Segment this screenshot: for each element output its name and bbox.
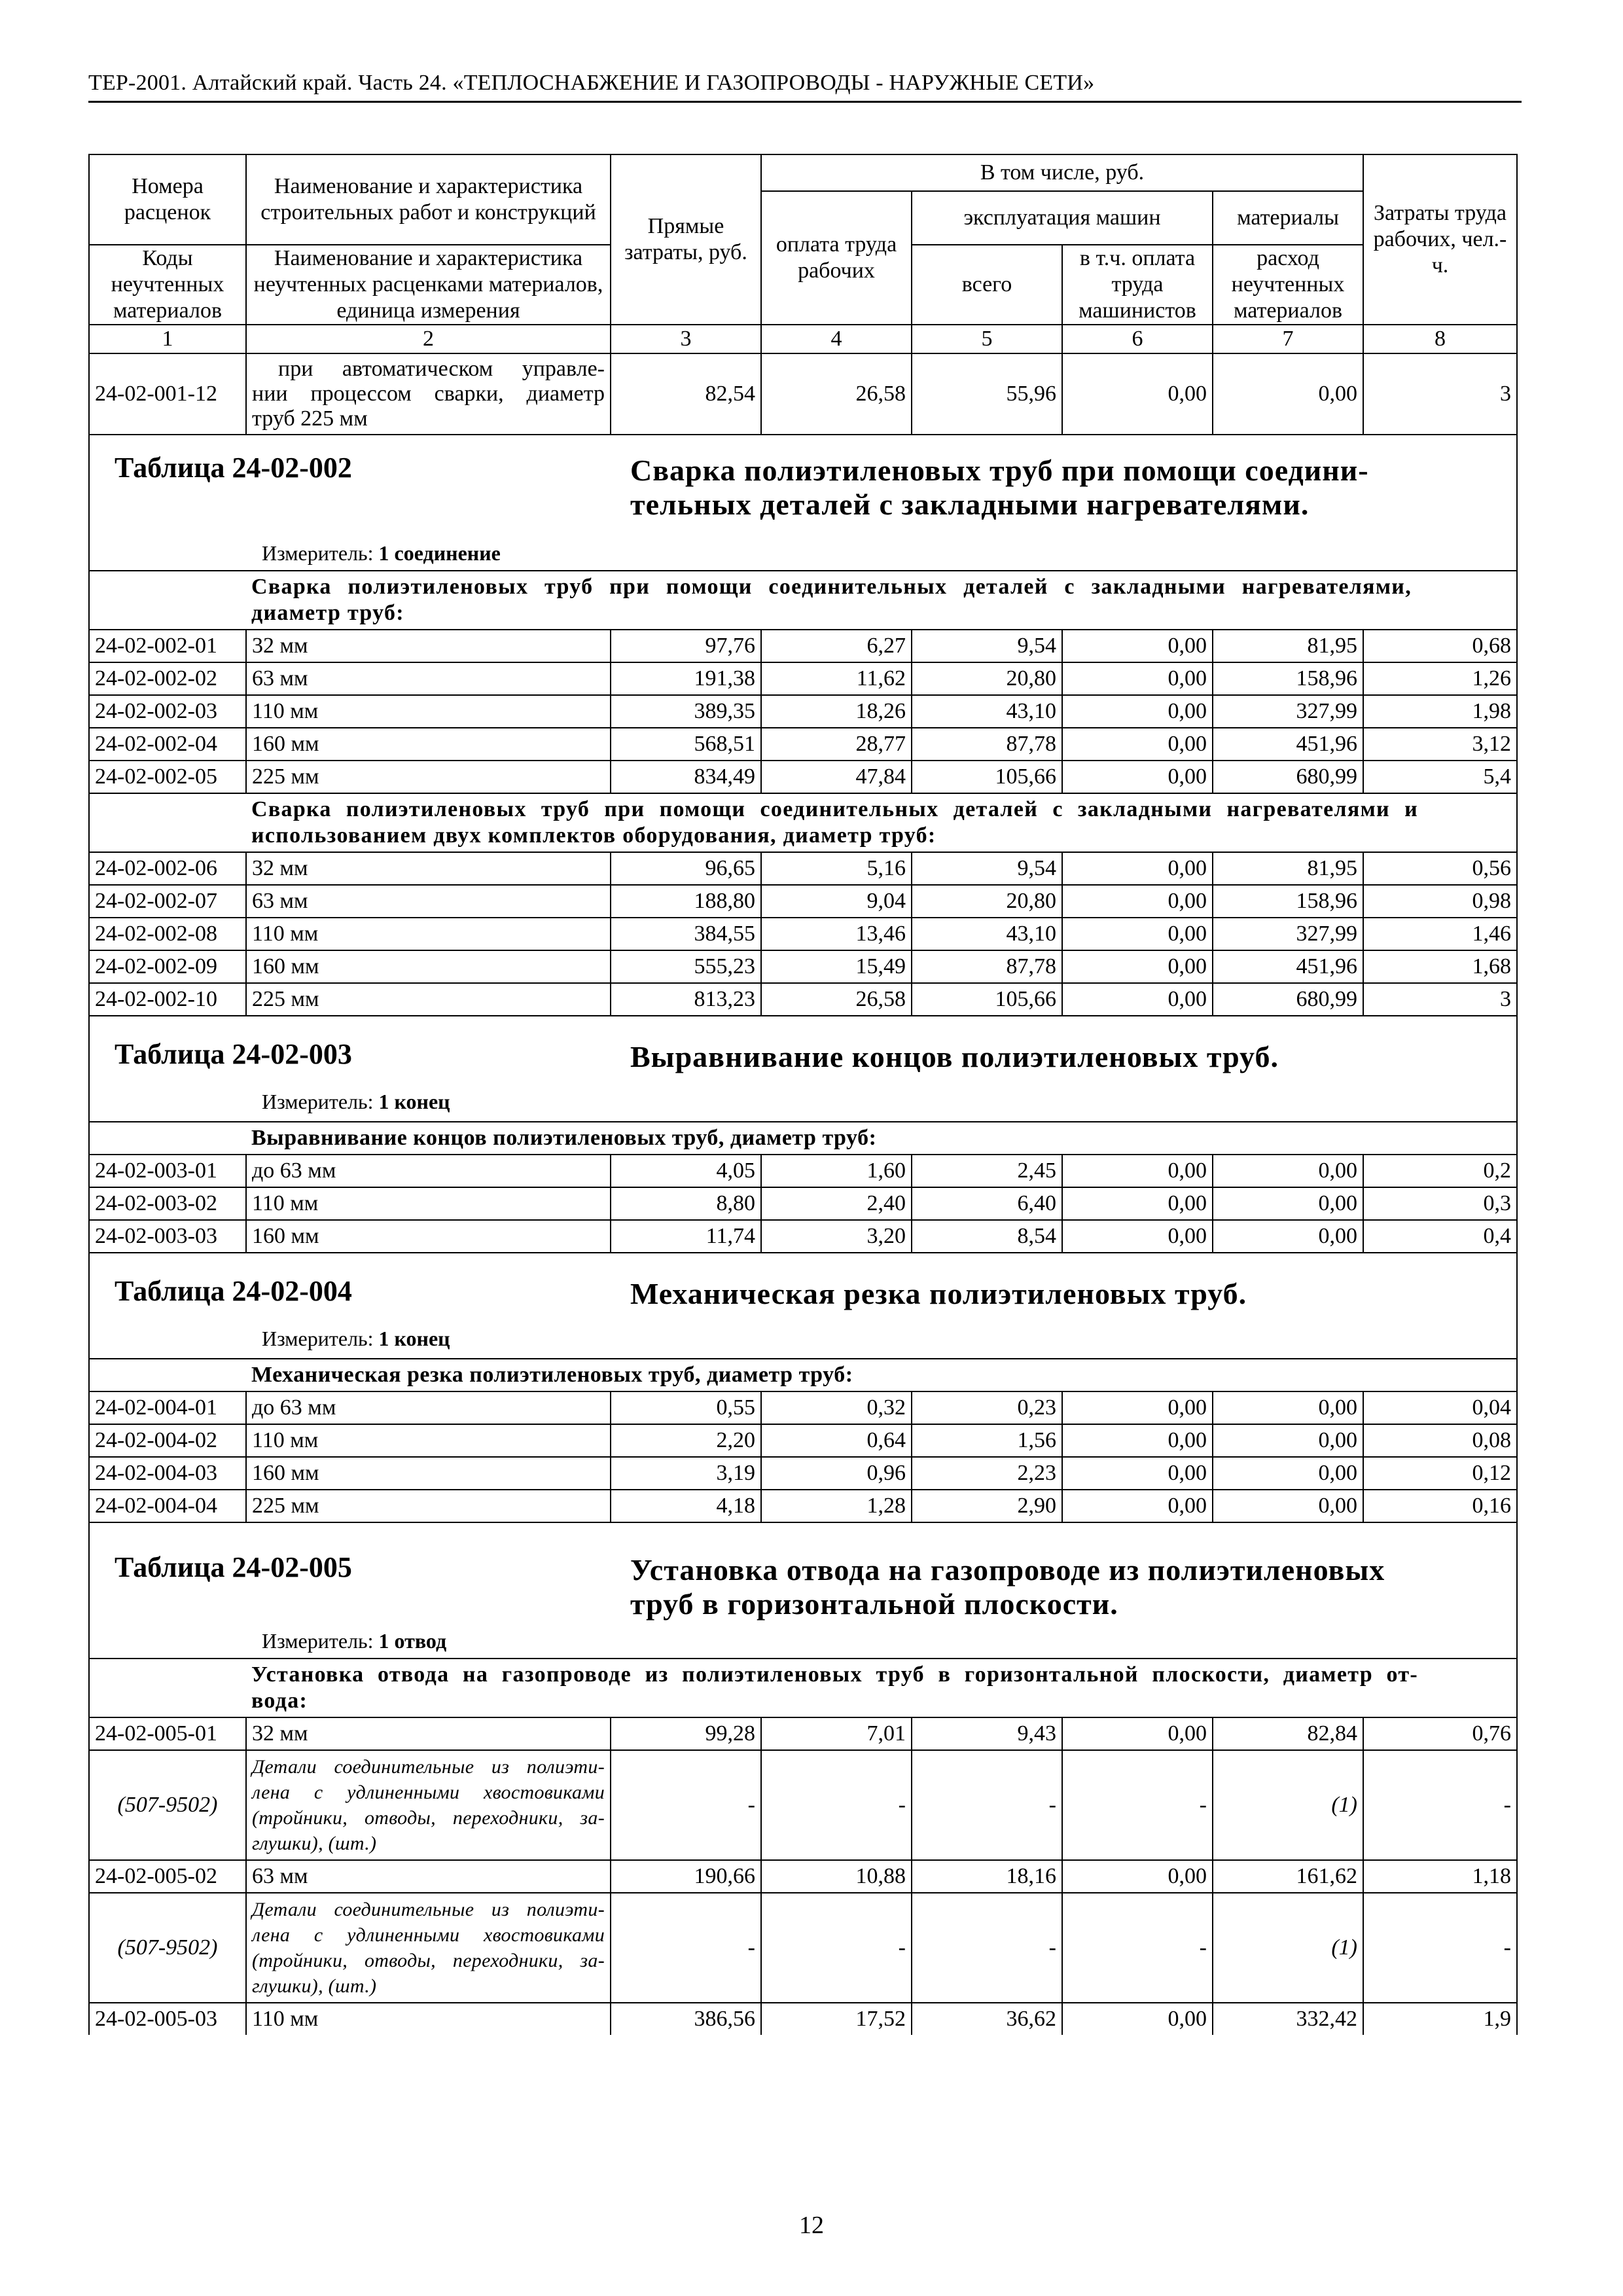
measure-value: 1 соединение (378, 541, 501, 565)
machines-total: 0,23 (912, 1391, 1062, 1424)
col-num: 2 (246, 325, 611, 353)
materials: 82,84 (1213, 1717, 1363, 1750)
group-heading: Сварка полиэтиленовых труб при помощи соединительных деталей с закладными нагревателями, диаметр труб: (246, 571, 1517, 630)
rate-name: до 63 мм (246, 1155, 611, 1187)
material-name-line: глушки), (шт.) (252, 1833, 377, 1854)
table-title: Механическая резка полиэтиленовых труб. (630, 1277, 1247, 1310)
labor-cost: 1,98 (1363, 695, 1517, 728)
materials: 0,00 (1213, 1220, 1363, 1253)
wages: 0,32 (761, 1391, 912, 1424)
materials: 0,00 (1213, 353, 1363, 435)
materials: (1) (1213, 1893, 1363, 2003)
rate-code: 24-02-003-03 (89, 1220, 246, 1253)
col-header-works: Наименование и характеристика строительных работ и конструкций (246, 154, 611, 245)
labor-cost: 0,2 (1363, 1155, 1517, 1187)
direct-cost: 191,38 (611, 662, 761, 695)
table-row (89, 918, 1517, 950)
labor-cost: 3 (1363, 353, 1517, 435)
rate-code: 24-02-004-03 (89, 1457, 246, 1490)
machines-total: 9,54 (912, 852, 1062, 885)
machines-total: 2,45 (912, 1155, 1062, 1187)
col-header-material-usage: расход неучтенных материалов (1213, 245, 1363, 325)
operator-wages: 0,00 (1062, 662, 1213, 695)
direct-cost: 834,49 (611, 761, 761, 793)
col-num: 6 (1062, 325, 1213, 353)
table-row (89, 1220, 1517, 1253)
table-row (89, 885, 1517, 918)
rate-name: 63 мм (246, 1860, 611, 1893)
rate-name: до 63 мм (246, 1391, 611, 1424)
materials: 327,99 (1213, 695, 1363, 728)
table-row (89, 695, 1517, 728)
direct-cost: 82,54 (611, 353, 761, 435)
wages: 18,26 (761, 695, 912, 728)
measure-value: 1 конец (378, 1327, 450, 1350)
rate-code: 24-02-002-04 (89, 728, 246, 761)
table-title: Выравнивание концов полиэтиленовых труб. (630, 1040, 1279, 1073)
table-row (89, 1457, 1517, 1490)
labor-cost: 3,12 (1363, 728, 1517, 761)
material-name-line: лена с удлиненными хвостовиками (252, 1924, 605, 1946)
table-row (89, 1490, 1517, 1522)
rate-name: 160 мм (246, 1220, 611, 1253)
col-header-wages: оплата труда рабочих (761, 191, 912, 325)
wages: 1,28 (761, 1490, 912, 1522)
rate-code: 24-02-002-08 (89, 918, 246, 950)
labor-cost: 0,4 (1363, 1220, 1517, 1253)
col-header-labor-cost: Затраты труда рабочих, чел.-ч. (1363, 154, 1517, 325)
rate-code: 24-02-002-01 (89, 630, 246, 662)
rate-name (246, 353, 611, 435)
material-name-line: Детали соединительные из полиэти- (252, 1899, 605, 1920)
materials: 0,00 (1213, 1155, 1363, 1187)
table-title-line: Сварка полиэтиленовых труб при помощи соедини- (630, 454, 1369, 487)
group-heading: Сварка полиэтиленовых труб при помощи соединительных деталей с закладными нагревателями и использованием двух комплектов оборудования, диаметр труб: (246, 793, 1517, 852)
labor-cost: 0,98 (1363, 885, 1517, 918)
rate-code: 24-02-005-03 (89, 2003, 246, 2035)
operator-wages: 0,00 (1062, 918, 1213, 950)
direct-cost: 0,55 (611, 1391, 761, 1424)
materials: 81,95 (1213, 630, 1363, 662)
rate-code: 24-02-004-02 (89, 1424, 246, 1457)
measure-label: Измеритель: (262, 541, 374, 565)
col-num: 3 (611, 325, 761, 353)
wages: 7,01 (761, 1717, 912, 1750)
machines-total: 2,90 (912, 1490, 1062, 1522)
direct-cost: 2,20 (611, 1424, 761, 1457)
group-heading (246, 1659, 1517, 1717)
direct-cost: 3,19 (611, 1457, 761, 1490)
rate-name: 110 мм (246, 2003, 611, 2035)
measure-label: Измеритель: (262, 1090, 374, 1113)
material-name-line: (тройники, отводы, переходники, за- (252, 1950, 605, 1971)
col-header-materials-name: Наименование и характеристика неучтенных расценками материалов, единица измерения (246, 245, 611, 325)
table-row (89, 1391, 1517, 1424)
materials: 158,96 (1213, 885, 1363, 918)
direct-cost: 555,23 (611, 950, 761, 983)
rate-name-line: нии процессом сварки, диаметр (252, 382, 605, 406)
material-code: (507-9502) (89, 1893, 246, 2003)
direct-cost: 97,76 (611, 630, 761, 662)
table-row (89, 1187, 1517, 1220)
labor-cost: 0,68 (1363, 630, 1517, 662)
wages: 26,58 (761, 983, 912, 1016)
table-section-005 (89, 1522, 1517, 1659)
labor-cost: 1,46 (1363, 918, 1517, 950)
direct-cost: 386,56 (611, 2003, 761, 2035)
direct-cost: 568,51 (611, 728, 761, 761)
machines-total: 9,54 (912, 630, 1062, 662)
rate-name: 225 мм (246, 761, 611, 793)
rate-code: 24-02-001-12 (89, 353, 246, 435)
materials: 680,99 (1213, 761, 1363, 793)
direct-cost: - (611, 1893, 761, 2003)
rate-name: 160 мм (246, 950, 611, 983)
operator-wages: 0,00 (1062, 1391, 1213, 1424)
table-row (89, 353, 1517, 435)
col-num: 5 (912, 325, 1062, 353)
rate-code: 24-02-002-07 (89, 885, 246, 918)
table-number: Таблица 24-02-004 (115, 1275, 352, 1307)
material-name-line: лена с удлиненными хвостовиками (252, 1782, 605, 1803)
material-name (246, 1893, 611, 2003)
machines-total: 20,80 (912, 885, 1062, 918)
rate-code: 24-02-002-09 (89, 950, 246, 983)
materials: 451,96 (1213, 728, 1363, 761)
rate-name: 63 мм (246, 885, 611, 918)
direct-cost: 389,35 (611, 695, 761, 728)
labor-cost: 0,76 (1363, 1717, 1517, 1750)
measure-label: Измеритель: (262, 1327, 374, 1350)
machines-total: - (912, 1893, 1062, 2003)
table-title-line: труб в горизонтальной плоскости. (630, 1587, 1118, 1621)
group-code-blank (89, 793, 246, 852)
page-header: ТЕР-2001. Алтайский край. Часть 24. «ТЕПЛОСНАБЖЕНИЕ И ГАЗОПРОВОДЫ - НАРУЖНЫЕ СЕТИ» (88, 71, 1522, 103)
material-name-line: Детали соединительные из полиэти- (252, 1756, 605, 1778)
materials: 680,99 (1213, 983, 1363, 1016)
direct-cost: 813,23 (611, 983, 761, 1016)
direct-cost: 8,80 (611, 1187, 761, 1220)
operator-wages: 0,00 (1062, 1490, 1213, 1522)
wages: 28,77 (761, 728, 912, 761)
wages: 1,60 (761, 1155, 912, 1187)
measure-unit (262, 1628, 446, 1654)
operator-wages: 0,00 (1062, 1717, 1213, 1750)
machines-total: 6,40 (912, 1187, 1062, 1220)
materials: 0,00 (1213, 1424, 1363, 1457)
table-row (89, 662, 1517, 695)
machines-total: 9,43 (912, 1717, 1062, 1750)
direct-cost: - (611, 1750, 761, 1860)
page-number: 12 (799, 2212, 824, 2239)
operator-wages: 0,00 (1062, 761, 1213, 793)
measure-label: Измеритель: (262, 1629, 374, 1653)
rate-code: 24-02-003-01 (89, 1155, 246, 1187)
table-row (89, 1424, 1517, 1457)
wages: 0,96 (761, 1457, 912, 1490)
table-row (89, 630, 1517, 662)
rate-name: 110 мм (246, 1424, 611, 1457)
material-row (89, 1750, 1517, 1860)
rate-code: 24-02-002-05 (89, 761, 246, 793)
table-row (89, 761, 1517, 793)
wages: 5,16 (761, 852, 912, 885)
group-heading: Механическая резка полиэтиленовых труб, диаметр труб: (246, 1359, 1517, 1391)
table-section-004 (89, 1253, 1517, 1359)
operator-wages: 0,00 (1062, 2003, 1213, 2035)
table-number: Таблица 24-02-003 (115, 1038, 352, 1070)
direct-cost: 96,65 (611, 852, 761, 885)
table-row (89, 1717, 1517, 1750)
rate-name: 32 мм (246, 852, 611, 885)
group-code-blank (89, 1659, 246, 1717)
labor-cost: 1,26 (1363, 662, 1517, 695)
rate-name: 32 мм (246, 630, 611, 662)
material-name-line: (тройники, отводы, переходники, за- (252, 1807, 605, 1829)
labor-cost: 0,12 (1363, 1457, 1517, 1490)
wages: 15,49 (761, 950, 912, 983)
machines-total: 87,78 (912, 950, 1062, 983)
rate-name: 225 мм (246, 983, 611, 1016)
direct-cost: 4,18 (611, 1490, 761, 1522)
rate-code: 24-02-002-06 (89, 852, 246, 885)
labor-cost: 1,18 (1363, 1860, 1517, 1893)
operator-wages: 0,00 (1062, 950, 1213, 983)
wages: - (761, 1893, 912, 2003)
measure-unit (262, 1325, 450, 1352)
operator-wages: 0,00 (1062, 1155, 1213, 1187)
table-row (89, 1155, 1517, 1187)
wages: 3,20 (761, 1220, 912, 1253)
operator-wages: 0,00 (1062, 1424, 1213, 1457)
table-number: Таблица 24-02-002 (115, 452, 352, 484)
wages: 47,84 (761, 761, 912, 793)
table-number: Таблица 24-02-005 (115, 1551, 352, 1583)
table-title-line: тельных деталей с закладными нагревателями. (630, 488, 1310, 521)
measure-unit (262, 540, 501, 566)
direct-cost: 99,28 (611, 1717, 761, 1750)
operator-wages: 0,00 (1062, 983, 1213, 1016)
rate-code: 24-02-002-02 (89, 662, 246, 695)
materials: 81,95 (1213, 852, 1363, 885)
materials: 0,00 (1213, 1457, 1363, 1490)
col-header-materials: материалы (1213, 191, 1363, 245)
group-heading-line: Установка отвода на газопроводе из полиэтиленовых труб в горизонтальной плоскости, диаметр от- (251, 1662, 1418, 1687)
machines-total: 20,80 (912, 662, 1062, 695)
col-header-rates: Номера расценок (89, 154, 246, 245)
operator-wages: 0,00 (1062, 1860, 1213, 1893)
rate-code: 24-02-005-02 (89, 1860, 246, 1893)
col-header-direct: Прямые затраты, руб. (611, 154, 761, 325)
materials: 327,99 (1213, 918, 1363, 950)
machines-total: 1,56 (912, 1424, 1062, 1457)
group-heading: Выравнивание концов полиэтиленовых труб, диаметр труб: (246, 1122, 1517, 1155)
rate-name: 160 мм (246, 728, 611, 761)
table-section-003 (89, 1016, 1517, 1122)
operator-wages: 0,00 (1062, 353, 1213, 435)
materials: 158,96 (1213, 662, 1363, 695)
operator-wages: 0,00 (1062, 1457, 1213, 1490)
col-header-including: В том числе, руб. (761, 154, 1363, 191)
col-num: 8 (1363, 325, 1517, 353)
wages: 26,58 (761, 353, 912, 435)
col-num: 4 (761, 325, 912, 353)
wages: 6,27 (761, 630, 912, 662)
table-row (89, 2003, 1517, 2035)
table-section-002 (89, 435, 1517, 571)
rate-name: 110 мм (246, 918, 611, 950)
rate-code: 24-02-002-03 (89, 695, 246, 728)
col-num: 1 (89, 325, 246, 353)
machines-total: 43,10 (912, 695, 1062, 728)
labor-cost: 0,56 (1363, 852, 1517, 885)
col-header-machines: эксплуатация машин (912, 191, 1213, 245)
col-header-operator-wages: в т.ч. оплата труда машинистов (1062, 245, 1213, 325)
measure-value: 1 конец (378, 1090, 450, 1113)
col-header-codes: Коды неучтенных материалов (89, 245, 246, 325)
labor-cost: 1,68 (1363, 950, 1517, 983)
machines-total: 105,66 (912, 983, 1062, 1016)
machines-total: 8,54 (912, 1220, 1062, 1253)
table-row (89, 1860, 1517, 1893)
rates-table (88, 154, 1518, 2035)
materials: 0,00 (1213, 1391, 1363, 1424)
rate-name: 160 мм (246, 1457, 611, 1490)
rate-code: 24-02-004-04 (89, 1490, 246, 1522)
table-row (89, 728, 1517, 761)
materials: 161,62 (1213, 1860, 1363, 1893)
group-code-blank (89, 1359, 246, 1391)
direct-cost: 384,55 (611, 918, 761, 950)
table-title-line: Установка отвода на газопроводе из полиэтиленовых (630, 1553, 1385, 1587)
labor-cost: - (1363, 1893, 1517, 2003)
group-code-blank (89, 1122, 246, 1155)
wages: - (761, 1750, 912, 1860)
materials: 451,96 (1213, 950, 1363, 983)
rate-name: 110 мм (246, 1187, 611, 1220)
rate-name-line: труб 225 мм (252, 406, 368, 431)
materials: 0,00 (1213, 1187, 1363, 1220)
rate-code: 24-02-003-02 (89, 1187, 246, 1220)
machines-total: 105,66 (912, 761, 1062, 793)
wages: 17,52 (761, 2003, 912, 2035)
wages: 2,40 (761, 1187, 912, 1220)
operator-wages: 0,00 (1062, 695, 1213, 728)
operator-wages: - (1062, 1750, 1213, 1860)
labor-cost: 0,16 (1363, 1490, 1517, 1522)
operator-wages: 0,00 (1062, 1187, 1213, 1220)
operator-wages: 0,00 (1062, 1220, 1213, 1253)
operator-wages: - (1062, 1893, 1213, 2003)
labor-cost: 1,9 (1363, 2003, 1517, 2035)
materials: 332,42 (1213, 2003, 1363, 2035)
rate-code: 24-02-005-01 (89, 1717, 246, 1750)
table-title (630, 1553, 1481, 1621)
labor-cost: 0,3 (1363, 1187, 1517, 1220)
rate-code: 24-02-004-01 (89, 1391, 246, 1424)
rate-name-line: при автоматическом управле- (278, 357, 605, 381)
table-row (89, 950, 1517, 983)
material-name-line: глушки), (шт.) (252, 1975, 377, 1997)
operator-wages: 0,00 (1062, 852, 1213, 885)
table-title (630, 454, 1481, 522)
materials: (1) (1213, 1750, 1363, 1860)
direct-cost: 190,66 (611, 1860, 761, 1893)
operator-wages: 0,00 (1062, 630, 1213, 662)
machines-total: 43,10 (912, 918, 1062, 950)
material-name (246, 1750, 611, 1860)
material-row (89, 1893, 1517, 2003)
labor-cost: 0,04 (1363, 1391, 1517, 1424)
measure-value: 1 отвод (378, 1629, 447, 1653)
operator-wages: 0,00 (1062, 728, 1213, 761)
labor-cost: - (1363, 1750, 1517, 1860)
labor-cost: 5,4 (1363, 761, 1517, 793)
direct-cost: 188,80 (611, 885, 761, 918)
machines-total: 2,23 (912, 1457, 1062, 1490)
col-header-total: всего (912, 245, 1062, 325)
machines-total: 55,96 (912, 353, 1062, 435)
machines-total: - (912, 1750, 1062, 1860)
measure-unit (262, 1088, 450, 1115)
rate-name: 110 мм (246, 695, 611, 728)
rate-code: 24-02-002-10 (89, 983, 246, 1016)
wages: 13,46 (761, 918, 912, 950)
machines-total: 18,16 (912, 1860, 1062, 1893)
rate-name: 63 мм (246, 662, 611, 695)
wages: 0,64 (761, 1424, 912, 1457)
operator-wages: 0,00 (1062, 885, 1213, 918)
labor-cost: 3 (1363, 983, 1517, 1016)
rate-name: 32 мм (246, 1717, 611, 1750)
materials: 0,00 (1213, 1490, 1363, 1522)
wages: 10,88 (761, 1860, 912, 1893)
labor-cost: 0,08 (1363, 1424, 1517, 1457)
col-num: 7 (1213, 325, 1363, 353)
direct-cost: 11,74 (611, 1220, 761, 1253)
table-row (89, 852, 1517, 885)
wages: 9,04 (761, 885, 912, 918)
table-row (89, 983, 1517, 1016)
direct-cost: 4,05 (611, 1155, 761, 1187)
machines-total: 87,78 (912, 728, 1062, 761)
rate-name: 225 мм (246, 1490, 611, 1522)
group-code-blank (89, 571, 246, 630)
wages: 11,62 (761, 662, 912, 695)
group-heading-line: вода: (251, 1689, 308, 1713)
machines-total: 36,62 (912, 2003, 1062, 2035)
material-code: (507-9502) (89, 1750, 246, 1860)
